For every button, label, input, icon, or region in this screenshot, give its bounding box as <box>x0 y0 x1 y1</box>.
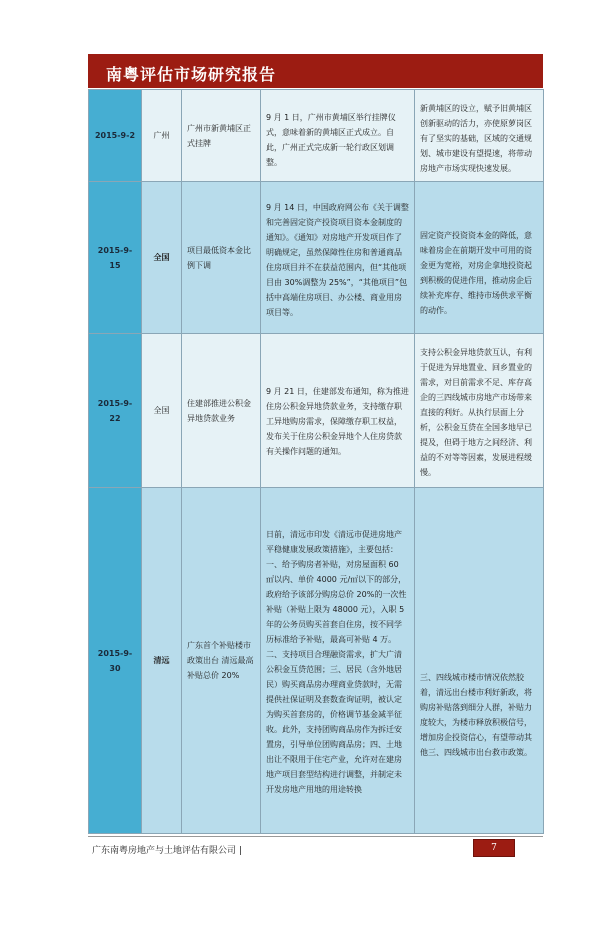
date-cell: 2015-9-2 <box>89 90 142 182</box>
date-cell: 2015-9-22 <box>89 334 142 488</box>
impact-cell: 固定资产投资资本金的降低，意味着房企在前期开发中可用的资金更为宽裕，对房企拿地投资起到积极的促进作用，推动房企后续补充库存、维持市场供求平衡的动作。 <box>415 182 544 334</box>
impact-cell: 支持公积金异地贷款互认，有利于促进为异地置业、回乡置业的需求，对目前需求不足、库存高企的三四线城市房地产市场带来直接的利好。从执行层面上分析，公积金互贷在全国多地早已提及，但碍于地方之间经济、利益的不对等等因素，发展进程缓慢。 <box>415 334 544 488</box>
report-header-banner <box>88 54 543 88</box>
table-row <box>89 488 544 834</box>
table-row <box>89 334 544 488</box>
impact-cell: 三、四线城市楼市情况依然胶着，清远出台楼市利好新政，将购房补贴落到细分人群，补贴力度较大，为楼市释放积极信号，增加房企投资信心，有望带动其他三、四线城市出台救市政策。 <box>415 488 544 834</box>
table-row <box>89 182 544 334</box>
policy-events-table <box>88 89 544 834</box>
report-title: 南粤评估市场研究报告 <box>106 65 277 84</box>
content-cell: 9 月 1 日，广州市黄埔区举行挂牌仪式，意味着新的黄埔区正式成立。自此，广州正式完成新一轮行政区划调整。 <box>261 90 415 182</box>
page-number: 7 <box>491 843 497 853</box>
region-cell: 全国 <box>142 334 182 488</box>
event-cell: 广东首个补贴楼市政策出台 清远最高补贴总价 20% <box>182 488 261 834</box>
content-cell: 日前，清远市印发《清远市促进房地产平稳健康发展政策措施》，主要包括：一、给予购房者补贴，对房屋面积 60 ㎡以内、单价 4000 元/㎡以下的部分，政府给予该部分购房总价 20%的一次性补贴（补贴上限为 48000 元），入职 5 年的公务员购买首套自住房，按不同学历标准给予补贴，最高可补贴 4 万。二、支持项目合理融资需求，扩大广清公积金互贷范围；三、居民（含外地居民）购买商品房办理商业贷款时，无需提供社保证明及套数查询证明，被认定为购买首套房的，价格调节基金减半征收。此外，支持团购商品房作为拆迁安置房，引导单位团购商品房；四、土地出让不限用于住宅产业，允许对在建房地产项目套型结构进行调整，并制定未开发房地产用地的用途转换 <box>261 488 415 834</box>
event-cell: 项目最低资本金比例下调 <box>182 182 261 334</box>
region-cell: 广州 <box>142 90 182 182</box>
event-cell: 住建部推进公积金异地贷款业务 <box>182 334 261 488</box>
region-cell: 清远 <box>142 488 182 834</box>
region-cell: 全国 <box>142 182 182 334</box>
table-row <box>89 90 544 182</box>
footer-company: 广东南粤房地产与土地评估有限公司 | <box>92 846 242 856</box>
content-cell: 9 月 21 日，住建部发布通知，称为推进住房公积金异地贷款业务，支持缴存职工异地购房需求，保障缴存职工权益，发布关于住房公积金异地个人住房贷款有关操作问题的通知。 <box>261 334 415 488</box>
date-cell: 2015-9-30 <box>89 488 142 834</box>
impact-cell: 新黄埔区的设立，赋予旧黄埔区创新驱动的活力，亦使原萝岗区有了坚实的基础，区域的交通规划、城市建设有望提速，将带动房地产市场实现快速发展。 <box>415 90 544 182</box>
event-cell: 广州市新黄埔区正式挂牌 <box>182 90 261 182</box>
page-number-badge <box>473 839 515 857</box>
footer-divider <box>88 836 543 837</box>
date-cell: 2015-9-15 <box>89 182 142 334</box>
content-cell: 9 月 14 日，中国政府网公布《关于调整和完善固定资产投资项目资本金制度的通知》。《通知》对房地产开发项目作了明确规定，虽然保障性住房和普通商品住房项目并不在获益范围内，但“其他项目由 30%调整为 25%”，“其他项目”包括中高端住房项目、办公楼、商业用房项目等。 <box>261 182 415 334</box>
